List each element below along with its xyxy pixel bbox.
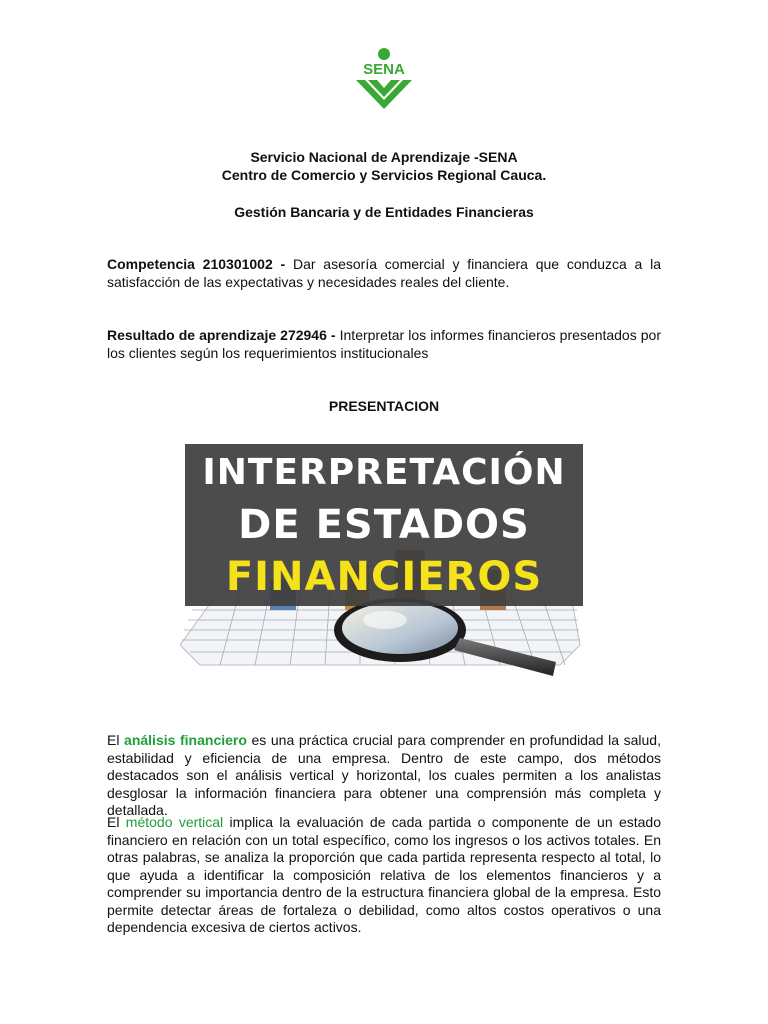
p2-prefix: El	[107, 814, 126, 830]
competencia-label: Competencia 210301002 -	[107, 256, 286, 272]
competencia-text: Dar asesoría comercial y financiera que conduzca a la satisfacción de las expectativas y necesidades reales del cliente.	[107, 256, 661, 290]
section-title: PRESENTACION	[328, 398, 440, 414]
p1-highlight: análisis financiero	[124, 732, 247, 748]
banner-line-3: FINANCIEROS	[225, 554, 543, 600]
header-line-3: Gestión Bancaria y de Entidades Financieras	[234, 204, 534, 220]
resultado-text: Interpretar los informes financieros presentados por los clientes según los requerimientos institucionales	[107, 327, 661, 361]
sena-logo	[352, 46, 416, 110]
banner-line-2: DE ESTADOS	[238, 502, 530, 548]
competencia-paragraph	[107, 256, 661, 291]
header-line-2: Centro de Comercio y Servicios Regional Cauca.	[221, 167, 547, 183]
p2-rest: implica la evaluación de cada partida o componente de un estado financiero en relación con un total específico, como los ingresos o los activos totales. En otras palabras, se analiza la proporción que cada partida representa respecto al total, lo que ayuda a identificar la composición relativa de los elementos financieros y a comprender su importancia dentro de la estructura financiera global de la empresa. Esto permite detectar áreas de fortaleza o debilidad, como altos costos operativos o una dependencia excesiva de ciertos activos.	[107, 814, 661, 935]
resultado-label: Resultado de aprendizaje 272946 -	[107, 327, 336, 343]
p1-rest: es una práctica crucial para comprender en profundidad la salud, estabilidad y eficiencia de una empresa. Dentro de este campo, dos métodos destacados son el análisis vertical y horizontal, los cuales permiten a los analistas desglosar la información financiera para obtener una comprensión más completa y detallada.	[107, 732, 661, 818]
intro-paragraph	[107, 732, 661, 820]
logo-text: SENA	[363, 61, 405, 78]
presentation-banner-image	[180, 440, 590, 700]
header-line-1: Servicio Nacional de Aprendizaje -SENA	[250, 149, 518, 165]
p1-prefix: El	[107, 732, 125, 748]
banner-title-box	[185, 444, 583, 606]
banner-line-1: INTERPRETACIÓN	[202, 452, 566, 493]
institution-header	[0, 148, 768, 184]
p2-highlight: método vertical	[125, 814, 224, 830]
vertical-method-paragraph	[107, 814, 661, 937]
program-title	[0, 203, 768, 221]
resultado-paragraph	[107, 327, 661, 362]
